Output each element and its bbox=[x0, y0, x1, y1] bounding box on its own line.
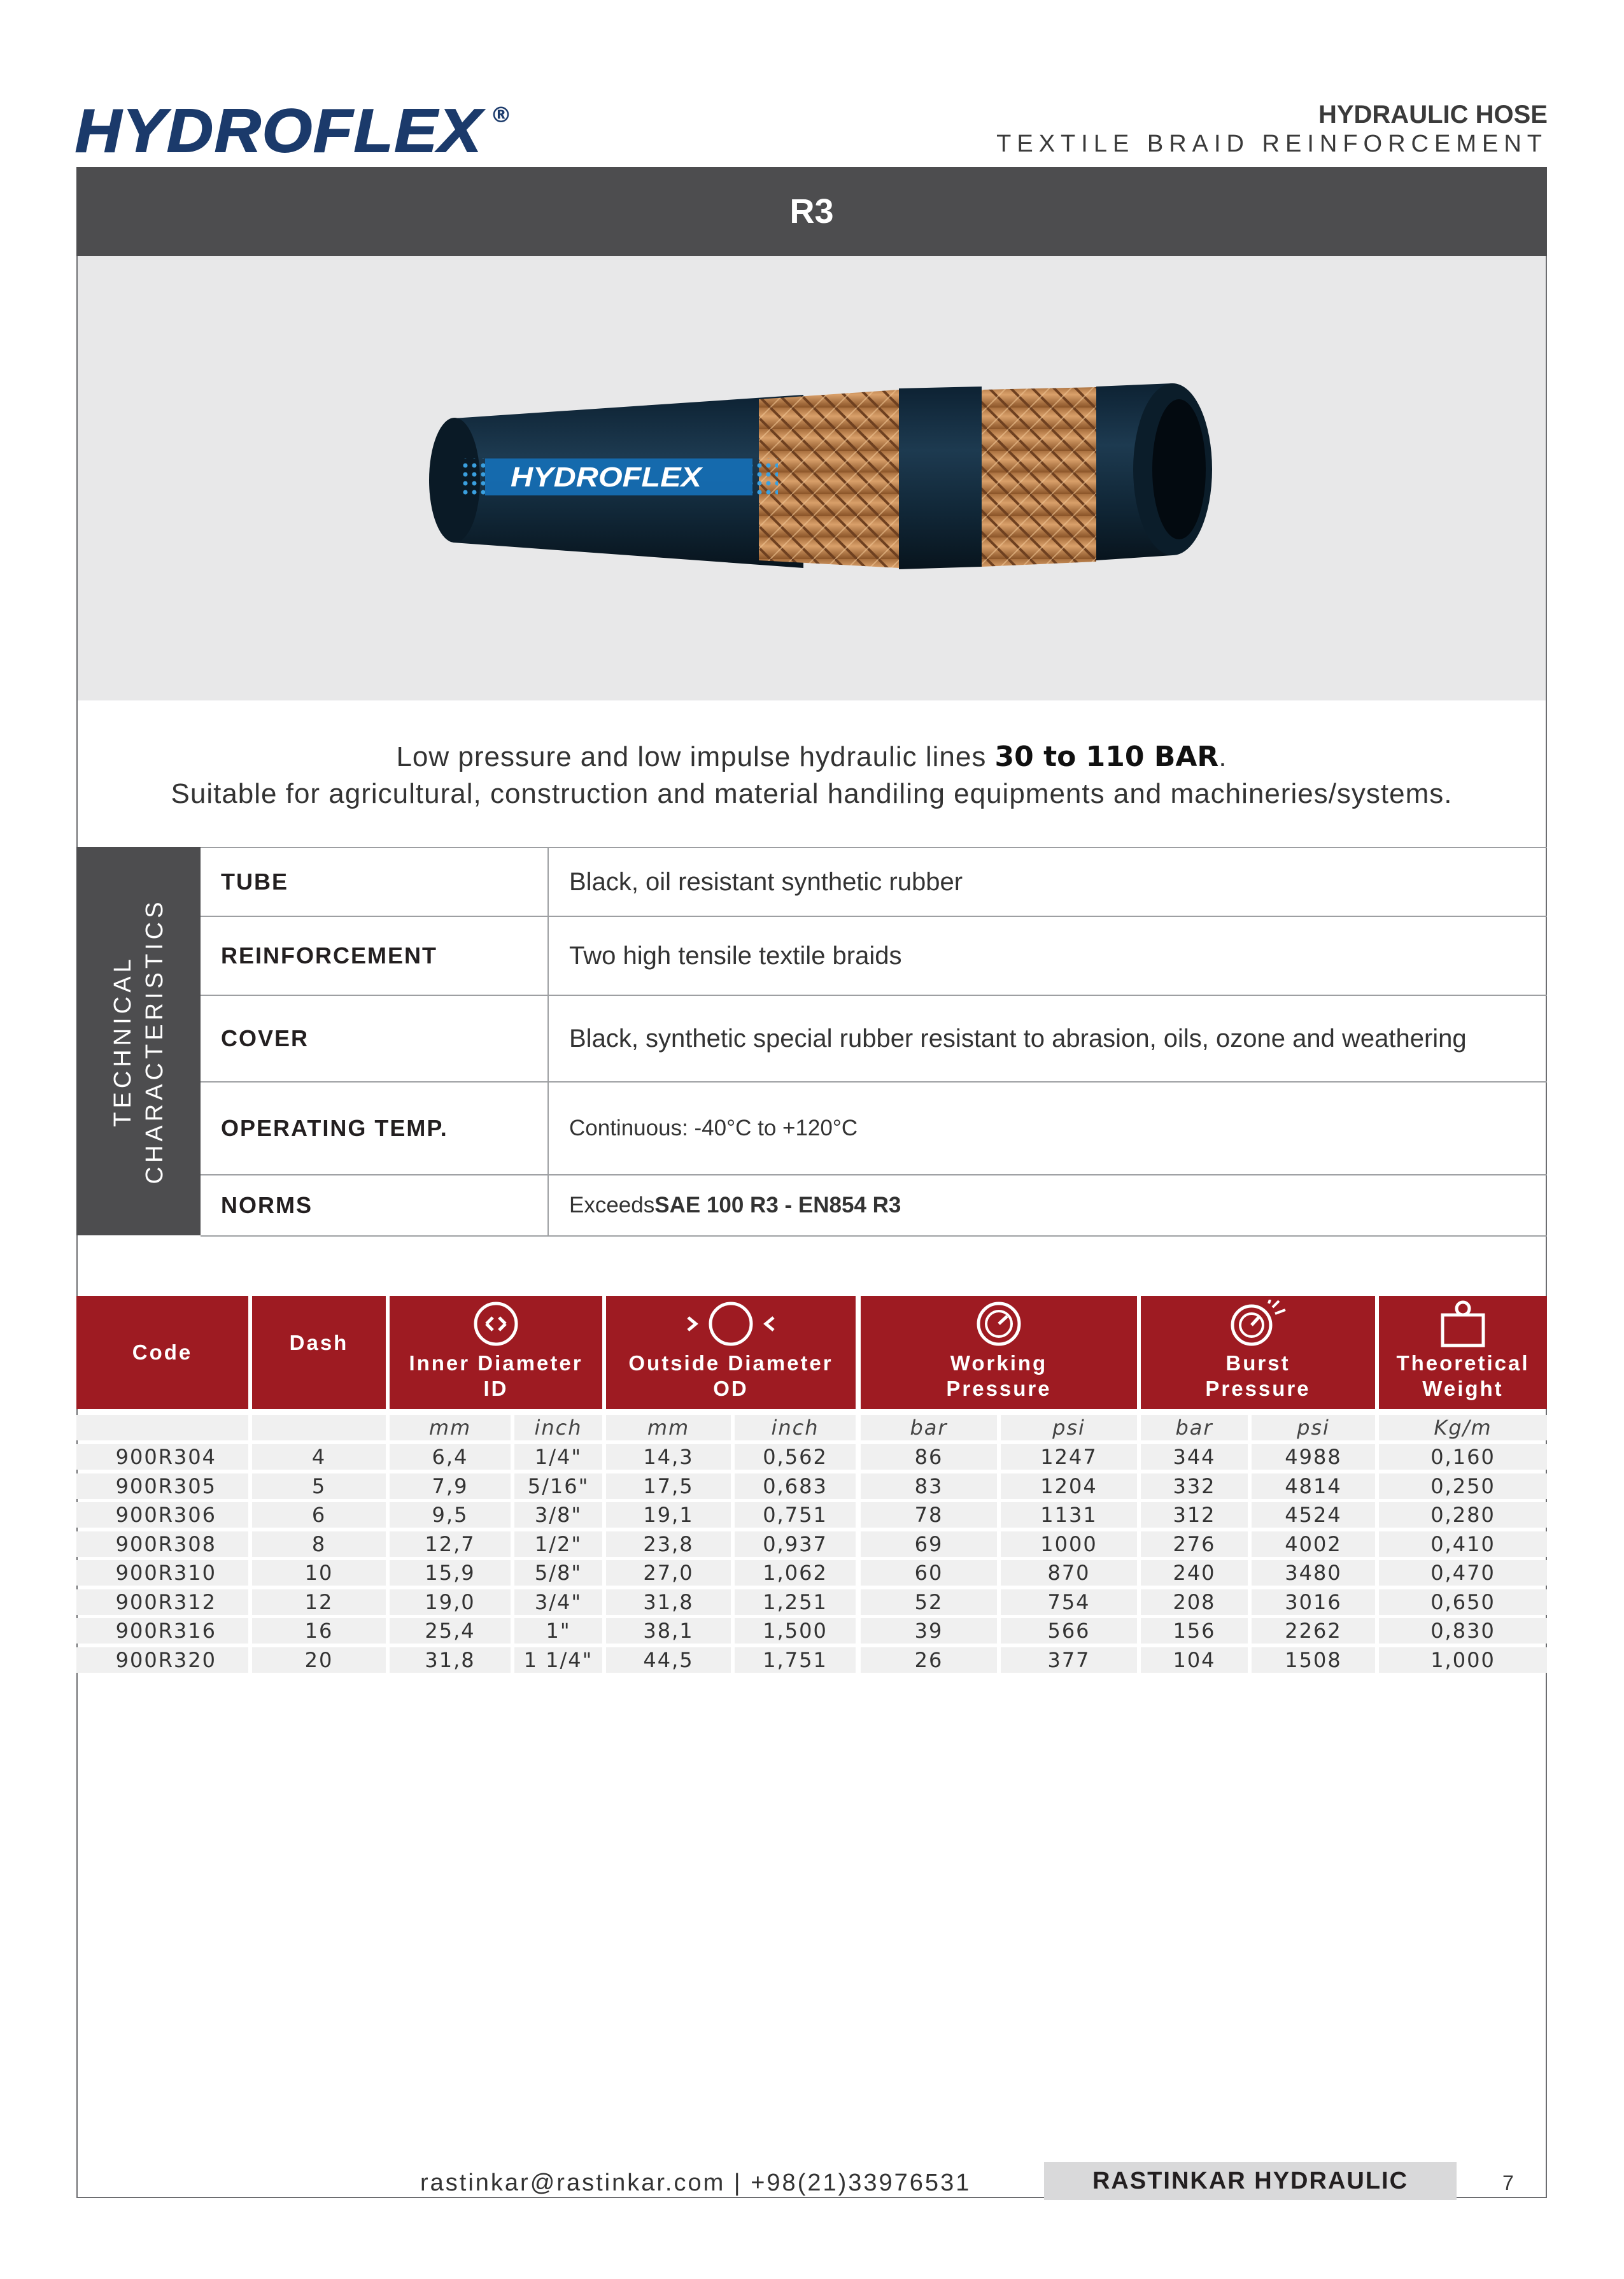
table-cell: 0,280 bbox=[1379, 1502, 1547, 1528]
hose-code-cell: 900R308 bbox=[76, 1531, 248, 1557]
table-cell: 19,1 bbox=[606, 1502, 731, 1528]
tech-value: Two high tensile textile braids bbox=[547, 917, 1547, 995]
tech-key: NORMS bbox=[221, 1192, 313, 1218]
table-cell: 3/8" bbox=[514, 1502, 602, 1528]
tech-key: TUBE bbox=[221, 869, 288, 895]
col-header-code: Code bbox=[76, 1296, 248, 1409]
table-cell: 25,4 bbox=[390, 1618, 511, 1644]
footer-company: RASTINKAR HYDRAULIC bbox=[1044, 2162, 1457, 2200]
table-cell: 4002 bbox=[1252, 1531, 1375, 1557]
tech-row-reinforcement bbox=[201, 917, 1547, 996]
table-cell: 60 bbox=[861, 1560, 997, 1586]
description-line-1: Low pressure and low impulse hydraulic lines 30 to 110 BAR. bbox=[396, 741, 1227, 773]
table-cell: 0,562 bbox=[735, 1444, 856, 1470]
product-description bbox=[78, 739, 1546, 813]
table-cell: 12 bbox=[252, 1589, 386, 1615]
tech-value: Continuous: -40°C to +120°C bbox=[547, 1083, 1547, 1174]
unit-blank bbox=[76, 1415, 248, 1440]
table-cell: 1,751 bbox=[735, 1647, 856, 1673]
table-cell: 0,160 bbox=[1379, 1444, 1547, 1470]
table-cell: 20 bbox=[252, 1647, 386, 1673]
hose-brand-print: HYDROFLEX bbox=[511, 462, 703, 493]
table-cell: 86 bbox=[861, 1444, 997, 1470]
table-cell: 1000 bbox=[1001, 1531, 1137, 1557]
table-cell: 208 bbox=[1141, 1589, 1248, 1615]
tech-row-operating-temp bbox=[201, 1083, 1547, 1175]
footer-contact: rastinkar@rastinkar.com | +98(21)33976531 bbox=[420, 2169, 971, 2196]
table-cell: 38,1 bbox=[606, 1618, 731, 1644]
table-cell: 0,683 bbox=[735, 1473, 856, 1499]
table-cell: 5 bbox=[252, 1473, 386, 1499]
table-cell: 69 bbox=[861, 1531, 997, 1557]
unit-label: Kg/m bbox=[1379, 1415, 1547, 1440]
table-cell: 8 bbox=[252, 1531, 386, 1557]
unit-label: inch bbox=[735, 1415, 856, 1440]
table-cell: 5/16" bbox=[514, 1473, 602, 1499]
col-header-working-pressure: Working Pressure bbox=[861, 1296, 1137, 1409]
table-cell: 4524 bbox=[1252, 1502, 1375, 1528]
logo-wordmark: HYDROFLEX bbox=[75, 97, 485, 164]
table-cell: 754 bbox=[1001, 1589, 1137, 1615]
table-cell: 276 bbox=[1141, 1531, 1248, 1557]
table-cell: 1,062 bbox=[735, 1560, 856, 1586]
table-cell: 6 bbox=[252, 1502, 386, 1528]
product-title-bar bbox=[76, 167, 1547, 256]
table-cell: 19,0 bbox=[390, 1589, 511, 1615]
table-cell: 1,500 bbox=[735, 1618, 856, 1644]
table-cell: 2262 bbox=[1252, 1618, 1375, 1644]
table-cell: 17,5 bbox=[606, 1473, 731, 1499]
header-subtitle: TEXTILE BRAID REINFORCEMENT bbox=[996, 131, 1548, 157]
unit-label: psi bbox=[1252, 1415, 1375, 1440]
table-cell: 4988 bbox=[1252, 1444, 1375, 1470]
table-cell: 1508 bbox=[1252, 1647, 1375, 1673]
table-cell: 0,470 bbox=[1379, 1560, 1547, 1586]
table-cell: 1131 bbox=[1001, 1502, 1137, 1528]
unit-blank bbox=[252, 1415, 386, 1440]
table-cell: 1204 bbox=[1001, 1473, 1137, 1499]
table-cell: 3480 bbox=[1252, 1560, 1375, 1586]
table-cell: 78 bbox=[861, 1502, 997, 1528]
table-cell: 0,830 bbox=[1379, 1618, 1547, 1644]
table-cell: 7,9 bbox=[390, 1473, 511, 1499]
table-cell: 4814 bbox=[1252, 1473, 1375, 1499]
unit-label: bar bbox=[861, 1415, 997, 1440]
hose-code-cell: 900R312 bbox=[76, 1589, 248, 1615]
unit-label: bar bbox=[1141, 1415, 1248, 1440]
pressure-gauge-icon bbox=[970, 1300, 1027, 1348]
table-cell: 1/4" bbox=[514, 1444, 602, 1470]
table-cell: 0,937 bbox=[735, 1531, 856, 1557]
table-cell: 870 bbox=[1001, 1560, 1137, 1586]
col-header-inner-diameter: Inner Diameter ID bbox=[390, 1296, 602, 1409]
table-cell: 6,4 bbox=[390, 1444, 511, 1470]
tech-key: COVER bbox=[221, 1025, 309, 1051]
table-cell: 1" bbox=[514, 1618, 602, 1644]
svg-text:®: ® bbox=[490, 103, 512, 128]
page-number: 7 bbox=[1502, 2171, 1514, 2194]
table-cell: 0,650 bbox=[1379, 1589, 1547, 1615]
tech-value: Black, synthetic special rubber resistant to abrasion, oils, ozone and weathering bbox=[547, 996, 1547, 1081]
technical-characteristics-label: TECHNICAL CHARACTERISTICS bbox=[76, 847, 201, 1235]
table-cell: 1 1/4" bbox=[514, 1647, 602, 1673]
table-cell: 23,8 bbox=[606, 1531, 731, 1557]
unit-label: inch bbox=[514, 1415, 602, 1440]
table-cell: 27,0 bbox=[606, 1560, 731, 1586]
tech-row-norms bbox=[201, 1175, 1547, 1237]
table-cell: 156 bbox=[1141, 1618, 1248, 1644]
outside-diameter-icon bbox=[683, 1300, 779, 1348]
table-cell: 52 bbox=[861, 1589, 997, 1615]
col-header-theoretical-weight: Theoretical Weight bbox=[1379, 1296, 1547, 1409]
table-cell: 566 bbox=[1001, 1618, 1137, 1644]
table-cell: 39 bbox=[861, 1618, 997, 1644]
unit-label: mm bbox=[606, 1415, 731, 1440]
table-cell: 377 bbox=[1001, 1647, 1137, 1673]
tech-row-tube bbox=[201, 848, 1547, 917]
table-cell: 26 bbox=[861, 1647, 997, 1673]
table-cell: 83 bbox=[861, 1473, 997, 1499]
burst-gauge-icon bbox=[1223, 1300, 1293, 1348]
tech-value: Black, oil resistant synthetic rubber bbox=[547, 848, 1547, 916]
tech-key: REINFORCEMENT bbox=[221, 942, 437, 969]
table-cell: 1,000 bbox=[1379, 1647, 1547, 1673]
table-cell: 104 bbox=[1141, 1647, 1248, 1673]
hose-code-cell: 900R316 bbox=[76, 1618, 248, 1644]
hose-code-cell: 900R320 bbox=[76, 1647, 248, 1673]
col-header-burst-pressure: Burst Pressure bbox=[1141, 1296, 1375, 1409]
table-cell: 3/4" bbox=[514, 1589, 602, 1615]
weight-icon bbox=[1437, 1300, 1488, 1348]
table-cell: 15,9 bbox=[390, 1560, 511, 1586]
col-header-dash: Dash bbox=[252, 1296, 386, 1409]
pressure-range: 30 to 110 BAR bbox=[994, 741, 1219, 773]
hose-code-cell: 900R304 bbox=[76, 1444, 248, 1470]
table-cell: 332 bbox=[1141, 1473, 1248, 1499]
table-cell: 0,751 bbox=[735, 1502, 856, 1528]
hose-code-cell: 900R305 bbox=[76, 1473, 248, 1499]
hose-illustration bbox=[78, 256, 1546, 700]
header-title: HYDRAULIC HOSE bbox=[1318, 101, 1548, 129]
table-cell: 31,8 bbox=[390, 1647, 511, 1673]
table-cell: 9,5 bbox=[390, 1502, 511, 1528]
table-cell: 10 bbox=[252, 1560, 386, 1586]
table-cell: 4 bbox=[252, 1444, 386, 1470]
table-cell: 16 bbox=[252, 1618, 386, 1644]
table-cell: 12,7 bbox=[390, 1531, 511, 1557]
inner-diameter-icon bbox=[467, 1300, 525, 1348]
table-cell: 1247 bbox=[1001, 1444, 1137, 1470]
table-cell: 14,3 bbox=[606, 1444, 731, 1470]
table-cell: 1/2" bbox=[514, 1531, 602, 1557]
tech-value: Exceeds SAE 100 R3 - EN854 R3 bbox=[547, 1175, 1547, 1235]
table-cell: 0,410 bbox=[1379, 1531, 1547, 1557]
table-cell: 3016 bbox=[1252, 1589, 1375, 1615]
tech-key: OPERATING TEMP. bbox=[221, 1115, 448, 1141]
unit-label: psi bbox=[1001, 1415, 1137, 1440]
table-cell: 31,8 bbox=[606, 1589, 731, 1615]
unit-label: mm bbox=[390, 1415, 511, 1440]
tech-row-cover bbox=[201, 996, 1547, 1083]
hose-code-cell: 900R310 bbox=[76, 1560, 248, 1586]
table-cell: 5/8" bbox=[514, 1560, 602, 1586]
table-cell: 240 bbox=[1141, 1560, 1248, 1586]
col-header-outside-diameter: Outside Diameter OD bbox=[606, 1296, 856, 1409]
table-cell: 344 bbox=[1141, 1444, 1248, 1470]
hose-code-cell: 900R306 bbox=[76, 1502, 248, 1528]
description-line-2: Suitable for agricultural, construction and material handiling equipments and machineries/systems. bbox=[171, 778, 1453, 809]
product-name: R3 bbox=[789, 192, 834, 231]
table-cell: 0,250 bbox=[1379, 1473, 1547, 1499]
hose-photo bbox=[78, 256, 1546, 700]
table-cell: 44,5 bbox=[606, 1647, 731, 1673]
table-cell: 1,251 bbox=[735, 1589, 856, 1615]
table-cell: 312 bbox=[1141, 1502, 1248, 1528]
hydroflex-logo bbox=[75, 96, 514, 164]
